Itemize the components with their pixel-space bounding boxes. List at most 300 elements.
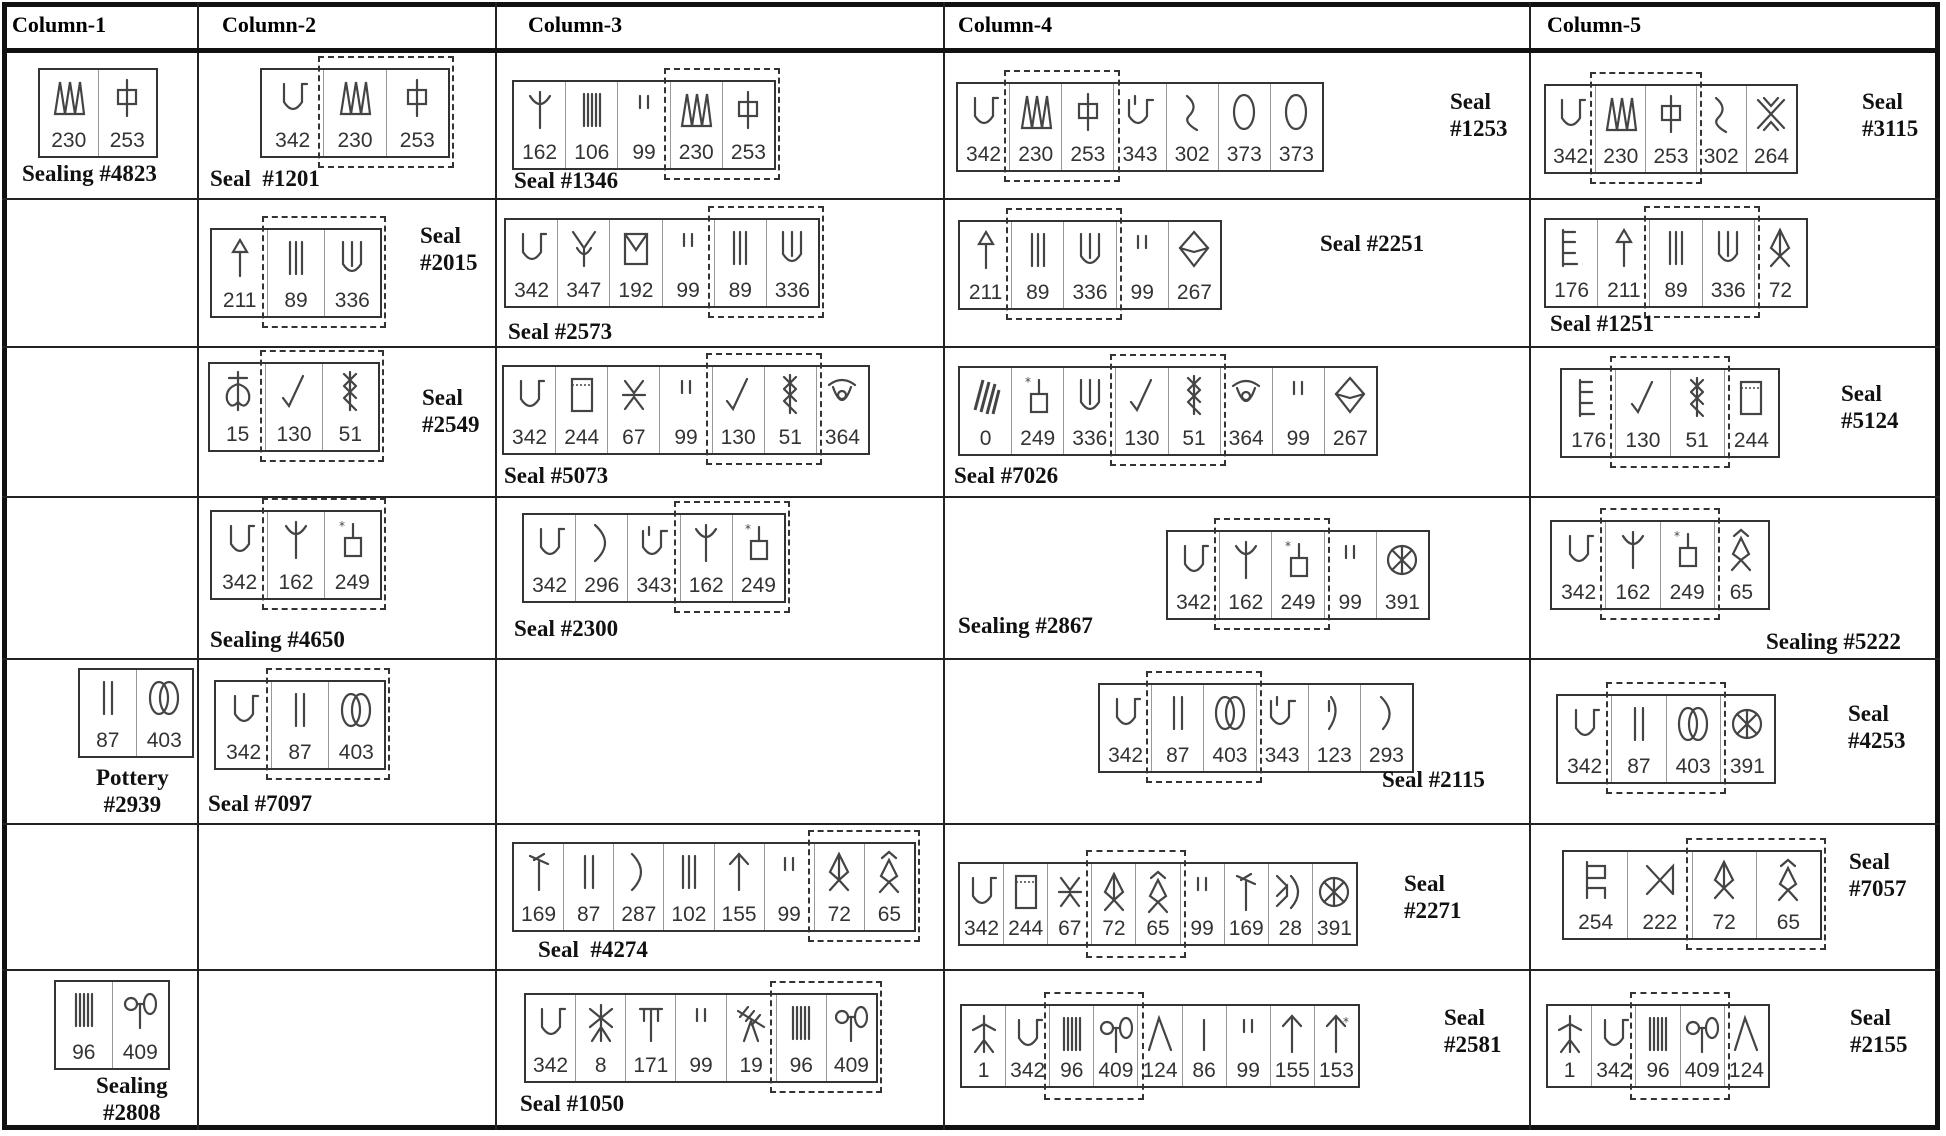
- sign-sequence: [1546, 1004, 1770, 1088]
- sign-cell: [576, 995, 626, 1081]
- sign-cell: [628, 515, 680, 601]
- sign-glyph-icon: [967, 1012, 1001, 1056]
- sign-glyph-icon: [1185, 870, 1219, 914]
- sign-cell: [1671, 370, 1725, 456]
- sign-glyph-icon: [1177, 538, 1211, 582]
- sign-number: 211: [968, 281, 1003, 304]
- sign-cell: [1012, 222, 1064, 308]
- sign-cell: [1204, 685, 1256, 771]
- sign-number: 249: [1669, 581, 1705, 604]
- sign-glyph-icon: [1161, 691, 1195, 735]
- sign-number: 230: [51, 129, 87, 152]
- sign-number: 72: [1768, 279, 1793, 302]
- sign-cell: [1667, 696, 1721, 782]
- sign-cell: [1219, 84, 1271, 170]
- sign-number: 99: [1236, 1059, 1260, 1082]
- sign-cell: [1169, 222, 1220, 308]
- sign-glyph-icon: [1265, 691, 1299, 735]
- sign-number: 1: [1563, 1059, 1576, 1082]
- sign-number: 89: [1026, 281, 1050, 304]
- sign-glyph-icon: [1643, 858, 1677, 902]
- sign-glyph-icon: [1125, 228, 1159, 272]
- sign-number: 222: [1642, 911, 1678, 934]
- sign-number: 51: [1182, 427, 1206, 450]
- sign-number: 244: [1733, 429, 1769, 452]
- sign-sequence: [522, 513, 786, 603]
- sign-number: 19: [739, 1054, 763, 1077]
- sign-glyph-icon: [1143, 1012, 1177, 1056]
- sign-number: 96: [789, 1054, 813, 1077]
- sign-cell: [1220, 532, 1272, 618]
- sign-glyph-icon: [679, 88, 713, 132]
- sign-glyph-icon: [741, 521, 775, 565]
- sign-cell: [576, 515, 628, 601]
- sign-cell: [524, 515, 576, 601]
- sign-number: 211: [1607, 279, 1641, 302]
- sign-number: 176: [1554, 279, 1590, 302]
- sign-glyph-icon: [1055, 1012, 1089, 1056]
- sign-number: 67: [622, 426, 646, 449]
- sign-number: 296: [584, 574, 620, 597]
- sign-cell: [960, 368, 1012, 454]
- sign-glyph-icon: [1554, 92, 1588, 136]
- sign-glyph-icon: [276, 76, 310, 120]
- sign-cell: [715, 844, 765, 930]
- sign-number: 403: [1212, 744, 1248, 767]
- header-divider: [2, 48, 1940, 53]
- sign-number: 230: [1603, 145, 1639, 168]
- sign-cell: [1681, 1006, 1725, 1086]
- sign-number: 15: [225, 423, 250, 446]
- sign-number: 302: [1703, 145, 1739, 168]
- sign-cell: [1048, 864, 1092, 944]
- sign-glyph-icon: [1333, 374, 1367, 418]
- sign-number: 342: [1567, 755, 1603, 778]
- sign-number: 391: [1316, 917, 1352, 940]
- sign-cell: [1612, 696, 1666, 782]
- sign-glyph-icon: [1317, 691, 1351, 735]
- object-caption: Sealing #4823: [22, 161, 157, 186]
- column-divider: [1529, 2, 1531, 1130]
- sign-cell: [723, 82, 774, 168]
- sign-sequence: [208, 362, 380, 452]
- sign-number: 373: [1278, 143, 1314, 166]
- row-divider: [2, 198, 1940, 200]
- sign-cell: [80, 670, 137, 756]
- sign-cell: [1138, 1006, 1182, 1086]
- sign-number: 342: [966, 143, 1002, 166]
- sign-cell: [827, 995, 876, 1081]
- sign-glyph-icon: [1317, 870, 1351, 914]
- sign-cell: [614, 844, 664, 930]
- object-caption: Seal #2573: [508, 319, 613, 344]
- sign-number: 342: [1108, 744, 1144, 767]
- sign-number: 192: [618, 279, 654, 302]
- sign-number: 99: [1338, 591, 1362, 614]
- sign-glyph-icon: [1763, 226, 1797, 270]
- sign-number: 99: [676, 279, 700, 302]
- object-caption: Seal #1050: [520, 1091, 625, 1116]
- sign-number: 65: [877, 903, 902, 926]
- sign-cell: [1225, 864, 1269, 944]
- sign-number: 130: [720, 426, 756, 449]
- sign-number: 99: [1130, 281, 1154, 304]
- column-header-2: Column-2: [222, 12, 317, 37]
- sign-glyph-icon: [1659, 226, 1693, 270]
- sign-glyph-icon: [123, 988, 157, 1032]
- sign-number: 267: [1176, 281, 1212, 304]
- sign-glyph-icon: [91, 676, 125, 720]
- sign-number: 87: [96, 729, 120, 752]
- sign-number: 342: [532, 574, 568, 597]
- sign-number: 403: [146, 729, 182, 752]
- sign-number: 162: [1615, 581, 1651, 604]
- sign-glyph-icon: [52, 76, 86, 120]
- sign-glyph-icon: [585, 521, 619, 565]
- sign-sequence: [214, 680, 386, 770]
- sign-glyph-icon: [1754, 92, 1788, 136]
- sign-glyph-icon: [1229, 538, 1263, 582]
- sign-number: 87: [1627, 755, 1651, 778]
- sign-cell: [113, 982, 169, 1068]
- sign-number: 87: [577, 903, 601, 926]
- sign-sequence: [54, 980, 170, 1070]
- sign-glyph-icon: [1141, 870, 1175, 914]
- sign-cell: [962, 1006, 1006, 1086]
- sign-cell: [506, 220, 558, 306]
- sign-cell: [1592, 1006, 1636, 1086]
- sign-number: 342: [226, 741, 262, 764]
- sign-glyph-icon: [1707, 858, 1741, 902]
- sign-cell: [1636, 1006, 1680, 1086]
- sign-glyph-icon: [834, 1001, 868, 1045]
- sign-glyph-icon: [1123, 90, 1157, 134]
- sign-cell: [1546, 220, 1598, 306]
- sign-number: 342: [1176, 591, 1212, 614]
- sign-cell: [817, 367, 868, 453]
- sign-cell: [610, 220, 662, 306]
- sign-number: 130: [276, 423, 312, 446]
- sign-cell: [1257, 685, 1309, 771]
- sign-glyph-icon: [1579, 858, 1613, 902]
- sign-glyph-icon: [1622, 702, 1656, 746]
- sign-number: 343: [636, 574, 672, 597]
- sign-sequence: [1550, 520, 1770, 610]
- sign-number: 230: [1018, 143, 1054, 166]
- sign-number: 65: [1776, 911, 1801, 934]
- svg-text:*: *: [745, 522, 752, 536]
- sign-number: 162: [522, 141, 558, 164]
- sign-number: 99: [1190, 917, 1214, 940]
- sign-glyph-icon: [1073, 374, 1107, 418]
- sign-cell: [1661, 522, 1715, 608]
- sign-sequence: [210, 228, 382, 318]
- sign-sequence: [1556, 694, 1776, 784]
- sign-cell: [1628, 852, 1692, 938]
- sign-number: 373: [1226, 143, 1262, 166]
- sign-glyph-icon: [669, 373, 703, 417]
- sign-number: 342: [1010, 1059, 1046, 1082]
- sign-glyph-icon: [684, 1001, 718, 1045]
- sign-number: 8: [594, 1054, 607, 1077]
- sign-cell: [1100, 685, 1152, 771]
- sign-glyph-icon: [1604, 92, 1638, 136]
- column-header-3: Column-3: [528, 12, 623, 37]
- sign-number: 106: [574, 141, 610, 164]
- sign-number: 169: [1228, 917, 1264, 940]
- sign-sequence: [210, 510, 382, 600]
- sign-glyph-icon: [1553, 1012, 1587, 1056]
- sign-cell: [727, 995, 777, 1081]
- object-caption: Seal #1251: [1550, 311, 1655, 336]
- sign-cell: [1755, 220, 1806, 306]
- sign-cell: [526, 995, 576, 1081]
- sign-glyph-icon: [1333, 538, 1367, 582]
- sign-glyph-icon: [147, 676, 181, 720]
- sign-number: 267: [1332, 427, 1368, 450]
- sign-number: 254: [1578, 911, 1614, 934]
- sign-glyph-icon: [1011, 1012, 1045, 1056]
- sign-number: 162: [278, 571, 314, 594]
- sign-number: 342: [222, 571, 258, 594]
- sign-glyph-icon: [1021, 228, 1055, 272]
- sign-glyph-icon: [1676, 702, 1710, 746]
- sign-number: 51: [778, 426, 802, 449]
- sign-cell: [137, 670, 193, 756]
- sign-glyph-icon: [671, 226, 705, 270]
- sign-glyph-icon: [1071, 90, 1105, 134]
- sign-cell: [618, 82, 670, 168]
- sign-glyph-icon: [634, 1001, 668, 1045]
- sign-glyph-icon: [523, 88, 557, 132]
- sign-number: 342: [1596, 1059, 1632, 1082]
- sign-glyph-icon: [1562, 528, 1596, 572]
- sign-glyph-icon: [110, 76, 144, 120]
- sign-number: 124: [1142, 1059, 1178, 1082]
- sign-cell: [56, 982, 113, 1068]
- sign-glyph-icon: [1730, 702, 1764, 746]
- sign-cell: [1064, 222, 1116, 308]
- object-caption: Seal #2271: [1404, 871, 1462, 923]
- sign-sequence: [960, 1004, 1360, 1088]
- sign-glyph-icon: [567, 226, 601, 270]
- sign-cell: [767, 220, 818, 306]
- svg-text:*: *: [339, 519, 346, 533]
- sign-number: 99: [689, 1054, 713, 1077]
- sign-cell: [1271, 1006, 1315, 1086]
- object-caption: Seal #2300: [514, 616, 619, 641]
- object-caption: Seal #4253: [1848, 701, 1906, 753]
- sign-cell: [1167, 84, 1219, 170]
- sign-cell: [1094, 1006, 1138, 1086]
- sign-number: 343: [1122, 143, 1158, 166]
- sign-glyph-icon: [619, 226, 653, 270]
- sign-glyph-icon: [637, 521, 671, 565]
- sign-number: 342: [1561, 581, 1597, 604]
- sign-sequence: [524, 993, 878, 1083]
- sign-cell: [1616, 370, 1670, 456]
- sign-number: 67: [1058, 917, 1082, 940]
- sign-number: 409: [1684, 1059, 1720, 1082]
- object-caption: Seal #2115: [1382, 767, 1485, 792]
- sign-glyph-icon: [534, 1001, 568, 1045]
- sign-glyph-icon: [1125, 374, 1159, 418]
- row-divider: [2, 823, 1940, 825]
- sign-sequence: [1098, 683, 1414, 773]
- sign-glyph-icon: [565, 373, 599, 417]
- sign-cell: [765, 844, 815, 930]
- sign-glyph-icon: [223, 518, 257, 562]
- column-header-4: Column-4: [958, 12, 1053, 37]
- object-caption: Seal #7057: [1849, 849, 1907, 901]
- sign-cell: [1725, 1006, 1768, 1086]
- sign-number: 87: [1166, 744, 1190, 767]
- sign-cell: [329, 682, 384, 768]
- sign-cell: [40, 70, 99, 156]
- sign-cell: [1271, 84, 1322, 170]
- sign-glyph-icon: [283, 688, 317, 732]
- sign-glyph-icon: [1685, 1012, 1719, 1056]
- sign-number: 211: [222, 289, 257, 312]
- sign-glyph-icon: [721, 373, 755, 417]
- sign-glyph-icon: [1597, 1012, 1631, 1056]
- sign-glyph-icon: [1019, 90, 1053, 134]
- object-caption: Sealing #2808: [96, 1073, 168, 1125]
- sign-number: 99: [674, 426, 698, 449]
- sign-number: 99: [777, 903, 801, 926]
- sign-cell: [1273, 368, 1325, 454]
- sign-glyph-icon: [572, 850, 606, 894]
- sign-glyph-icon: [967, 90, 1001, 134]
- sign-glyph-icon: [1021, 374, 1055, 418]
- sign-glyph-icon: [1273, 870, 1307, 914]
- sign-cell: [1325, 368, 1376, 454]
- sign-cell: [1168, 532, 1220, 618]
- sign-glyph-icon: [1572, 376, 1606, 420]
- sign-cell: [777, 995, 827, 1081]
- sign-cell: [671, 82, 723, 168]
- sign-glyph-icon: [1231, 1012, 1265, 1056]
- sign-glyph-icon: [1555, 226, 1589, 270]
- sign-glyph-icon: [689, 521, 723, 565]
- sign-number: 99: [1286, 427, 1310, 450]
- sign-cell: [212, 512, 268, 598]
- sign-glyph-icon: [1281, 374, 1315, 418]
- sign-cell: [676, 995, 726, 1081]
- sign-number: 403: [338, 741, 374, 764]
- sign-number: 391: [1729, 755, 1765, 778]
- sign-glyph-icon: [731, 88, 765, 132]
- sign-glyph-icon: [279, 236, 313, 280]
- sign-glyph-icon: [277, 370, 311, 414]
- object-caption: Seal #1346: [514, 168, 619, 193]
- sign-number: 336: [774, 279, 810, 302]
- column-header-5: Column-5: [1547, 12, 1642, 37]
- sign-glyph-icon: [627, 88, 661, 132]
- sign-glyph-icon: [1568, 702, 1602, 746]
- sign-number: 253: [1653, 145, 1689, 168]
- sign-cell: [268, 230, 324, 316]
- sign-number: 89: [1664, 279, 1688, 302]
- sign-cell: [1004, 864, 1048, 944]
- sign-glyph-icon: [1227, 90, 1261, 134]
- sign-number: 162: [688, 574, 724, 597]
- sign-glyph-icon: [1099, 1012, 1133, 1056]
- sign-sequence: [1544, 218, 1808, 308]
- sign-number: 347: [566, 279, 602, 302]
- sign-glyph-icon: [513, 373, 547, 417]
- sign-glyph-icon: [1177, 374, 1211, 418]
- sign-cell: [733, 515, 784, 601]
- svg-text:*: *: [1674, 529, 1681, 543]
- sign-sequence: [958, 862, 1358, 946]
- sign-glyph-icon: [333, 370, 367, 414]
- sign-cell: [1181, 864, 1225, 944]
- sign-cell: [558, 220, 610, 306]
- sign-cell: [1221, 368, 1273, 454]
- sign-cell: [564, 844, 614, 930]
- sign-cell: [324, 70, 386, 156]
- sign-number: 99: [632, 141, 656, 164]
- sign-glyph-icon: [722, 850, 756, 894]
- sign-cell: [960, 222, 1012, 308]
- object-caption: Seal #2251: [1320, 231, 1425, 256]
- sign-number: 336: [1710, 279, 1746, 302]
- sign-cell: [663, 220, 715, 306]
- sign-number: 244: [564, 426, 600, 449]
- sign-glyph-icon: [227, 688, 261, 732]
- sign-glyph-icon: [1073, 228, 1107, 272]
- sign-cell: [681, 515, 733, 601]
- sign-number: 153: [1318, 1059, 1354, 1082]
- sign-number: 51: [338, 423, 362, 446]
- sign-glyph-icon: [1641, 1012, 1675, 1056]
- sign-sequence: [958, 366, 1378, 456]
- sign-number: 364: [1228, 427, 1264, 450]
- sign-number: 169: [521, 903, 557, 926]
- sign-sequence: [1166, 530, 1430, 620]
- row-divider: [2, 658, 1940, 660]
- sign-glyph-icon: [1704, 92, 1738, 136]
- sign-number: 102: [671, 903, 707, 926]
- sign-glyph-icon: [1734, 376, 1768, 420]
- sign-cell: [1650, 220, 1702, 306]
- sign-sequence: [956, 82, 1324, 172]
- sign-sequence: [1562, 850, 1822, 940]
- object-caption: Seal #2549: [422, 385, 480, 437]
- sign-cell: [272, 682, 328, 768]
- sign-number: 130: [1124, 427, 1160, 450]
- sign-number: 253: [730, 141, 766, 164]
- sign-cell: [1114, 84, 1166, 170]
- sign-cell: [1546, 86, 1596, 172]
- sign-cell: [1564, 852, 1628, 938]
- sign-cell: [1313, 864, 1356, 944]
- sign-cell: [1012, 368, 1064, 454]
- sign-sequence: [958, 220, 1222, 310]
- sign-glyph-icon: [335, 236, 369, 280]
- sign-glyph-icon: [617, 373, 651, 417]
- sign-glyph-icon: [1213, 691, 1247, 735]
- sign-cell: [1548, 1006, 1592, 1086]
- sign-number: 176: [1571, 429, 1607, 452]
- sign-number: 1: [977, 1059, 990, 1082]
- column-divider: [495, 2, 497, 1130]
- sign-number: 130: [1625, 429, 1661, 452]
- sign-number: 123: [1316, 744, 1352, 767]
- column-divider: [197, 2, 199, 1130]
- sign-cell: [1169, 368, 1221, 454]
